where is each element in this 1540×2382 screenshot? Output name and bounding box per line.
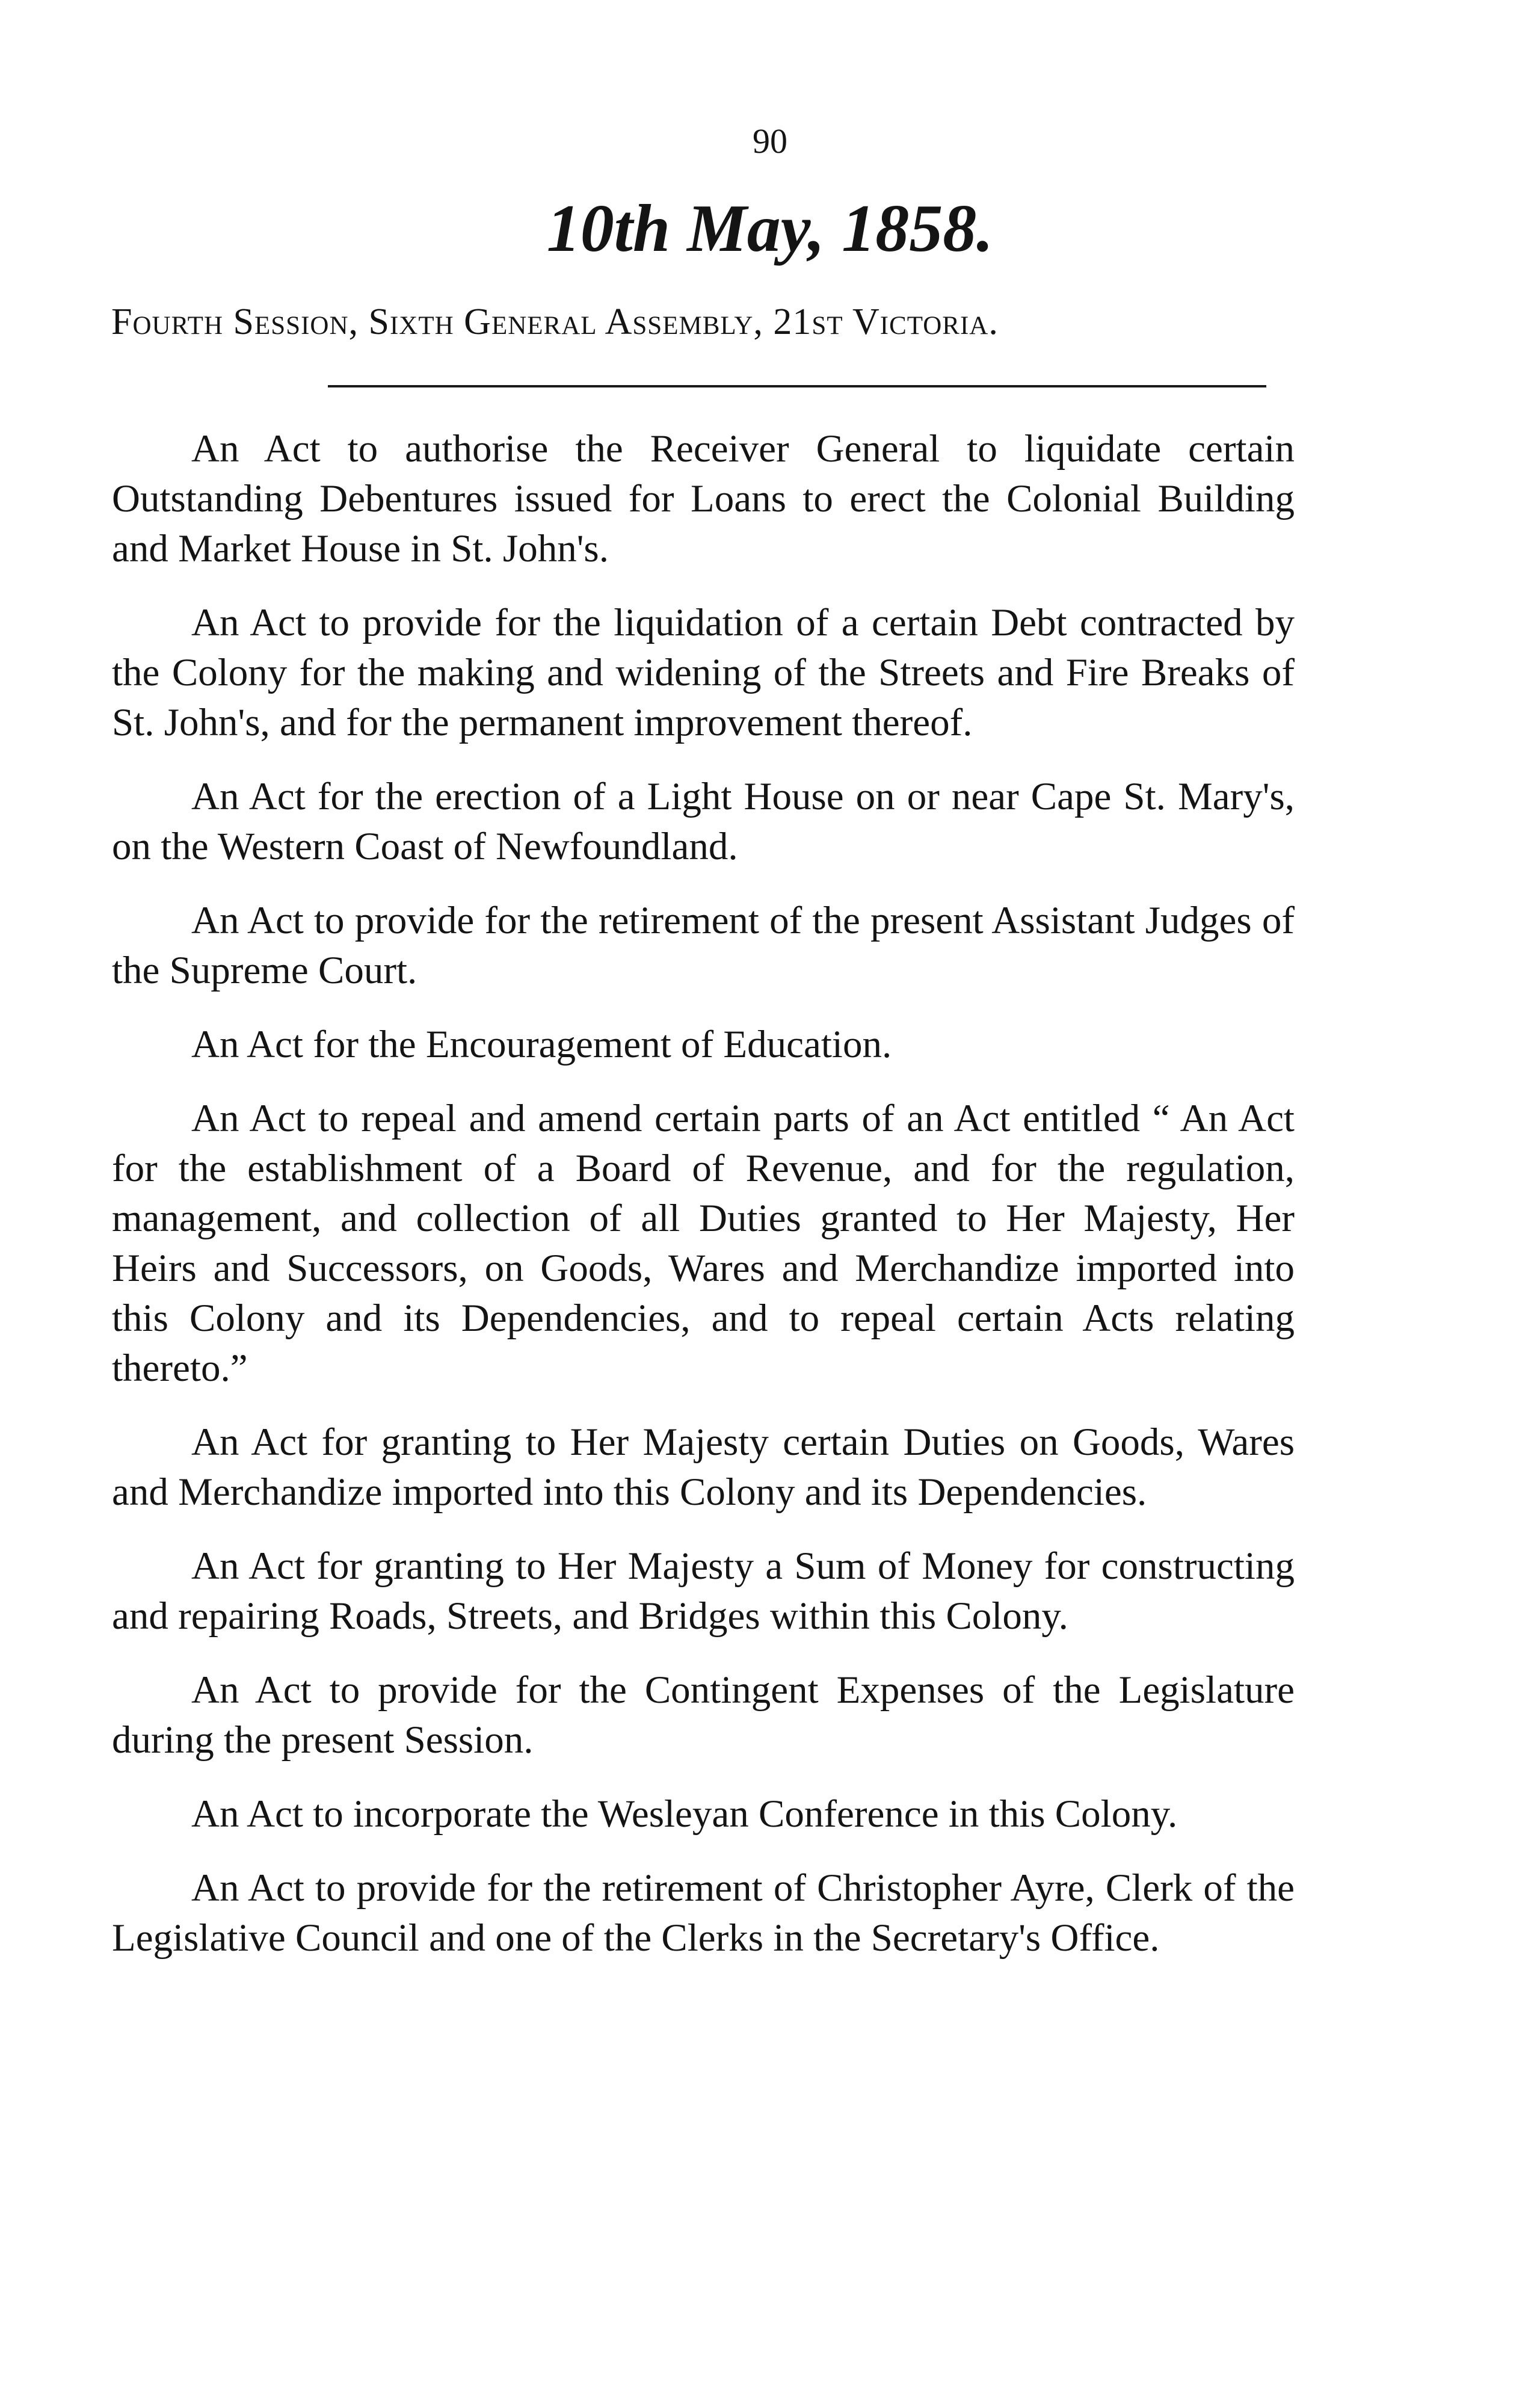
act-paragraph: An Act to provide for the liquidation of a certain Debt contracted by the Colony for the making and widening of the Streets and Fire Breaks of St. John's, and for the permanent improvement thereof. <box>112 601 1295 744</box>
act-paragraph: An Act to provide for the retirement of Christopher Ayre, Clerk of the Legislative Council and one of the Clerks in the Secretary's Office. <box>112 1866 1295 1960</box>
act-paragraph: An Act for granting to Her Majesty a Sum of Money for constructing and repairing Roads, Streets, and Bridges within this Colony. <box>112 1544 1295 1638</box>
act-paragraph: An Act to provide for the Contingent Expenses of the Legislature during the present Session. <box>112 1668 1295 1762</box>
act-paragraph: An Act for the Encouragement of Education. <box>191 1023 892 1066</box>
act-paragraph: An Act to incorporate the Wesleyan Conference in this Colony. <box>191 1792 1178 1836</box>
session-line: Fourth Session, Sixth General Assembly, 21st Victoria. <box>111 301 999 342</box>
divider-rule <box>328 385 1266 387</box>
act-paragraph: An Act to authorise the Receiver General to liquidate certain Outstanding Debentures issued for Loans to erect the Colonial Building and Market House in St. John's. <box>112 427 1295 570</box>
act-paragraph: An Act to repeal and amend certain parts of an Act entitled “ An Act for the establishment of a Board of Revenue, and for the regulation, management, and collection of all Duties granted to Her Majesty, Her Heirs and Successors, on Goods, Wares and Merchandize imported into this Colony and its Dependencies, and to repeal certain Acts relating thereto.” <box>112 1097 1295 1390</box>
date-heading: 10th May, 1858. <box>546 191 994 266</box>
act-paragraph: An Act for the erection of a Light House on or near Cape St. Mary's, on the Western Coast of Newfoundland. <box>112 775 1295 868</box>
page-number: 90 <box>753 122 787 161</box>
act-paragraph: An Act to provide for the retirement of the present Assistant Judges of the Supreme Court. <box>112 899 1295 992</box>
act-paragraph: An Act for granting to Her Majesty certain Duties on Goods, Wares and Merchandize imported into this Colony and its Dependencies. <box>112 1421 1295 1514</box>
act-list <box>112 424 1295 1987</box>
